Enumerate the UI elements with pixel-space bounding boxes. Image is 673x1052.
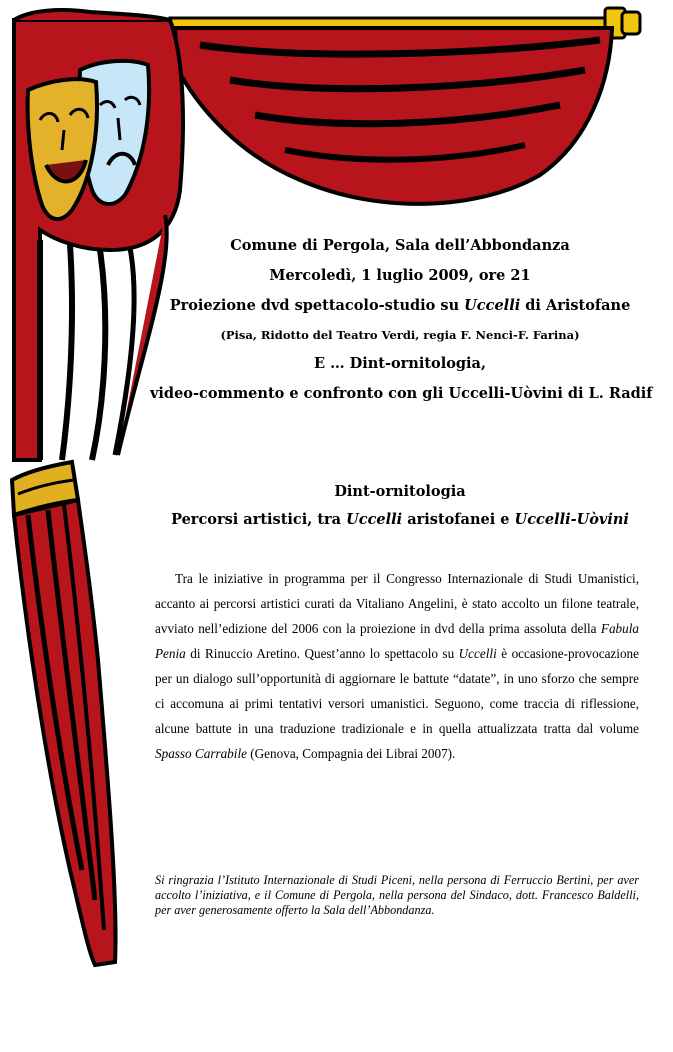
- section-subtitle: Percorsi artistici, tra Uccelli aristofanei e Uccelli-Uòvini: [171, 511, 629, 528]
- commentary-line: video-commento e confronto con gli Uccelli-Uòvini di L. Radif: [150, 385, 653, 402]
- body-paragraph: Tra le iniziative in programma per il Congresso Internazionale di Studi Umanistici, accanto ai percorsi artistici curati da Vitaliano Angelini, è stato accolto un filone teatrale, avviato nell’edizione del 2006 con la proiezione in dvd della prima assoluta della Fabula Penia di Rinuccio Aretino. Quest’anno lo spettacolo su Uccelli è occasione-provocazione per un dialogo sull’opportunità di aggiornare le battute “datate”, in uno sforzo che sempre ci accomuna ai primi tentativi versori umanistici. Seguono, come traccia di riflessione, alcune battute in una traduzione tradizionale e in quella attualizzata tratta dal volume Spasso Carrabile (Genova, Compagnia dei Librai 2007).: [155, 571, 639, 761]
- acknowledgement-paragraph: Si ringrazia l’Istituto Internazionale di Studi Piceni, nella persona di Ferruccio Bertini, per aver accolto l’iniziativa, e il Comune di Pergola, nella persona del Sindaco, dott. Francesco Baldelli, per aver generosamente offerto la Sala dell’Abbondanza.: [155, 873, 639, 917]
- event-header: [150, 231, 653, 409]
- screening-line: Proiezione dvd spettacolo-studio su Uccelli di Aristofane: [169, 297, 631, 314]
- venue-line: Comune di Pergola, Sala dell’Abbondanza: [230, 237, 570, 254]
- section-title: Dint-ornitologia: [334, 483, 466, 500]
- section-header: [150, 478, 650, 534]
- program-line: E … Dint-ornitologia,: [314, 355, 486, 372]
- date-line: Mercoledì, 1 luglio 2009, ore 21: [269, 267, 531, 284]
- production-line: (Pisa, Ridotto del Teatro Verdi, regia F. Nenci-F. Farina): [220, 328, 580, 342]
